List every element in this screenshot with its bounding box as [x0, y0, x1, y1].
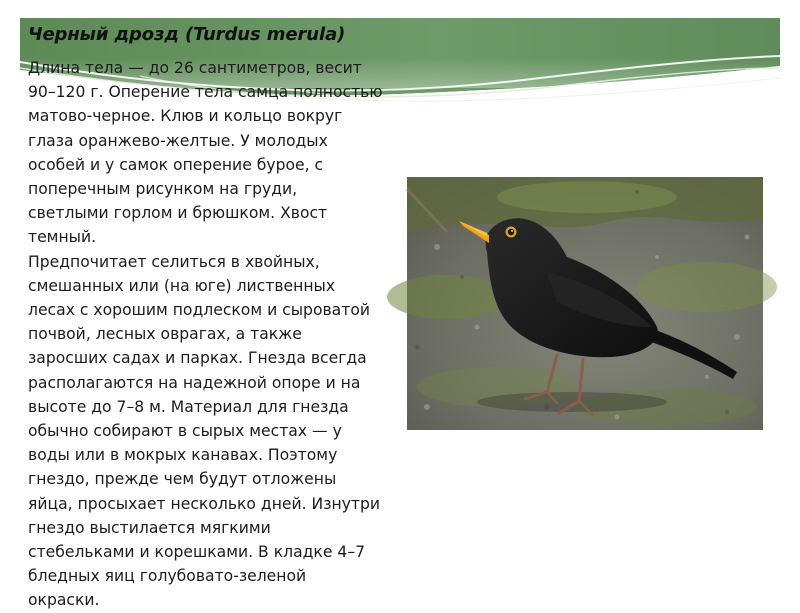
description-paragraph: Длина тела — до 26 сантиметров, весит 90–120 г. Оперение тела самца полностью матово-черное. Клюв и кольцо вокруг глаза оранжево-желтые. У молодых особей и у самок оперение бурое, с поперечным рисунком на груди, светлыми горлом и брюшком. Хвост темный. — [28, 59, 383, 247]
habitat-paragraph: Предпочитает селиться в хвойных, смешанных или (на юге) лиственных лесах с хорошим подлеском и сыроватой почвой, лесных оврагах, а также заросших садах и парках. Гнезда всегда располагаются на надежной опоре и на высоте до 7–8 м. Материал для гнезда обычно собирают в сырых местах — у воды или в мокрых канавах. Поэтому гнездо, прежде чем будут отложены яйца, просыхает несколько дней. Изнутри гнездо выстилается мягкими стебельками и корешками. В кладке 4–7 бледных яиц голубовато-зеленой окраски. — [28, 252, 381, 610]
article-text — [28, 23, 406, 613]
blackbird-photo — [407, 177, 763, 430]
page-title: Черный дрозд (Turdus merula) — [28, 24, 346, 45]
